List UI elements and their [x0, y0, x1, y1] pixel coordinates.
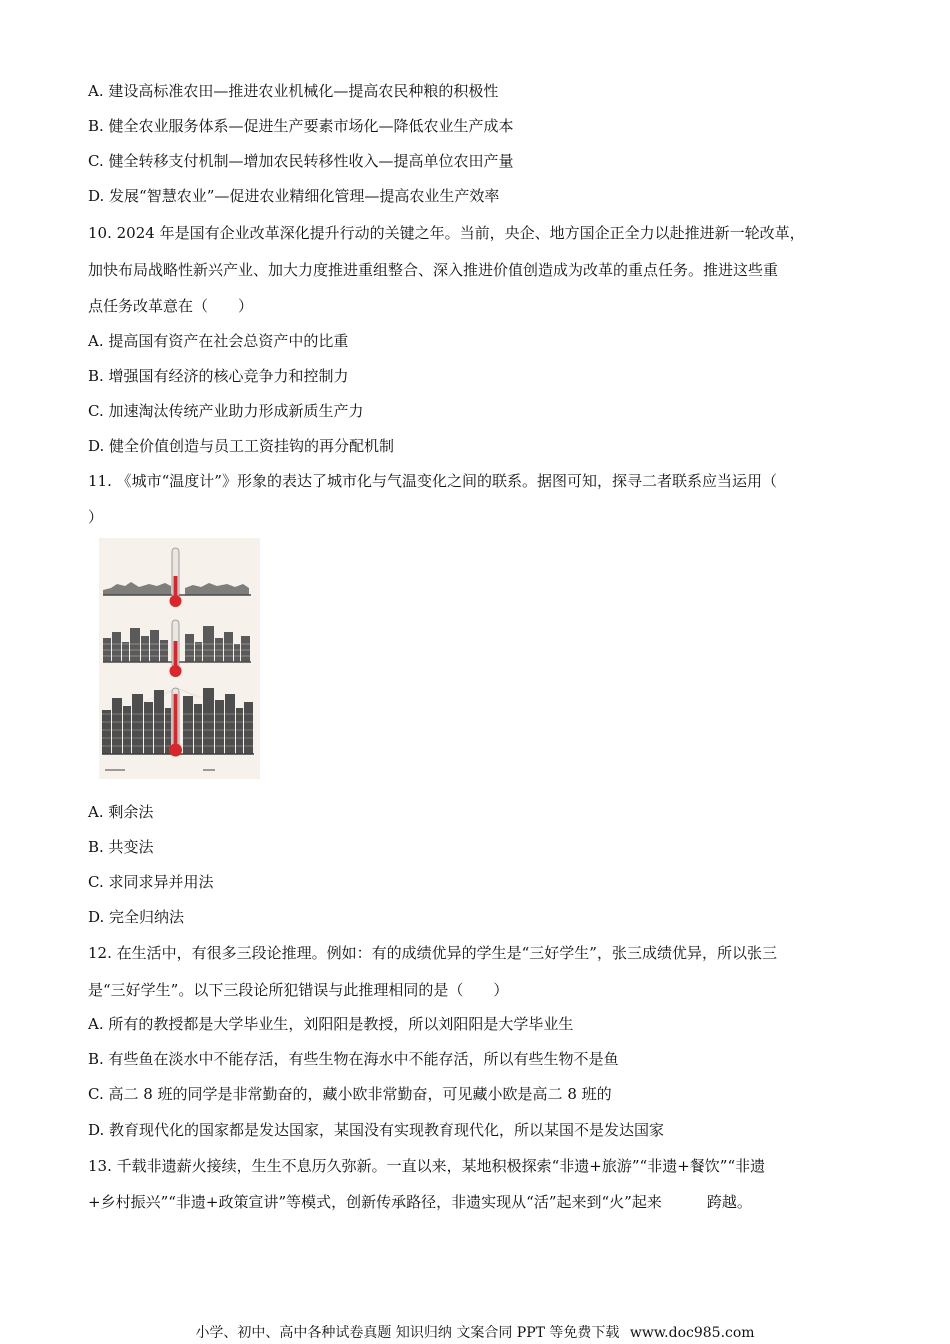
q11-option-c: C. 求同求异并用法 [88, 873, 214, 891]
q10-stem-line-3: 点任务改革意在（ ） [88, 297, 254, 315]
q9-option-d: D. 发展“智慧农业”—促进农业精细化管理—提高农业生产效率 [88, 187, 500, 205]
q10-option-a: A. 提高国有资产在社会总资产中的比重 [88, 332, 349, 350]
q10-option-c: C. 加速淘汰传统产业助力形成新质生产力 [88, 402, 364, 420]
q12-option-c: C. 高二 8 班的同学是非常勤奋的，藏小欧非常勤奋，可见藏小欧是高二 8 班的 [88, 1085, 612, 1103]
q10-option-b: B. 增强国有经济的核心竞争力和控制力 [88, 367, 349, 385]
q9-option-c: C. 健全转移支付机制—增加农民转移性收入—提高单位农田产量 [88, 152, 514, 170]
q12-option-b: B. 有些鱼在淡水中不能存活，有些生物在海水中不能存活，所以有些生物不是鱼 [88, 1050, 619, 1068]
q12-stem-line-2: 是“三好学生”。以下三段论所犯错误与此推理相同的是（ ） [88, 981, 509, 999]
q12-option-d: D. 教育现代化的国家都是发达国家，某国没有实现教育现代化，所以某国不是发达国家 [88, 1121, 665, 1139]
q11-option-b: B. 共变法 [88, 838, 154, 856]
footer-text: 小学、初中、高中各种试卷真题 知识归纳 文案合同 PPT 等免费下载 [195, 1325, 620, 1341]
city-thermometer-figure [99, 538, 260, 779]
city-thermometer-illustration [99, 538, 260, 779]
q12-option-a: A. 所有的教授都是大学毕业生，刘阳阳是教授，所以刘阳阳是大学毕业生 [88, 1015, 574, 1033]
footer-link[interactable]: www.doc985.com [629, 1325, 755, 1341]
q11-option-a: A. 剩余法 [88, 803, 154, 821]
q9-option-b: B. 健全农业服务体系—促进生产要素市场化—降低农业生产成本 [88, 117, 514, 135]
q10-stem-line-2: 加快布局战略性新兴产业、加大力度推进重组整合、深入推进价值创造成为改革的重点任务。推进这些重 [88, 261, 779, 279]
q10-option-d: D. 健全价值创造与员工工资挂钩的再分配机制 [88, 437, 395, 455]
q11-option-d: D. 完全归纳法 [88, 908, 185, 926]
q11-stem-line-2: ） [88, 508, 104, 526]
q11-stem-line-1: 11. 《城市“温度计”》形象的表达了城市化与气温变化之间的联系。据图可知，探寻二者联系应当运用（ [88, 472, 777, 490]
q13-stem-line-2: +乡村振兴”“非遗+政策宣讲”等模式，创新传承路径，非遗实现从“活”起来到“火”起来 跨越。 [88, 1193, 752, 1211]
q9-option-a: A. 建设高标准农田—推进农业机械化—提高农民种粮的积极性 [88, 82, 499, 100]
page-footer [0, 1324, 950, 1342]
q13-stem-line-1: 13. 千载非遗薪火接续，生生不息历久弥新。一直以来，某地积极探索“非遗+旅游”“非遗+餐饮”“非遗 [88, 1157, 766, 1175]
q10-stem-line-1: 10. 2024 年是国有企业改革深化提升行动的关键之年。当前，央企、地方国企正全力以赴推进新一轮改革， [88, 224, 805, 242]
q12-stem-line-1: 12. 在生活中，有很多三段论推理。例如：有的成绩优异的学生是“三好学生”，张三成绩优异，所以张三 [88, 944, 777, 962]
